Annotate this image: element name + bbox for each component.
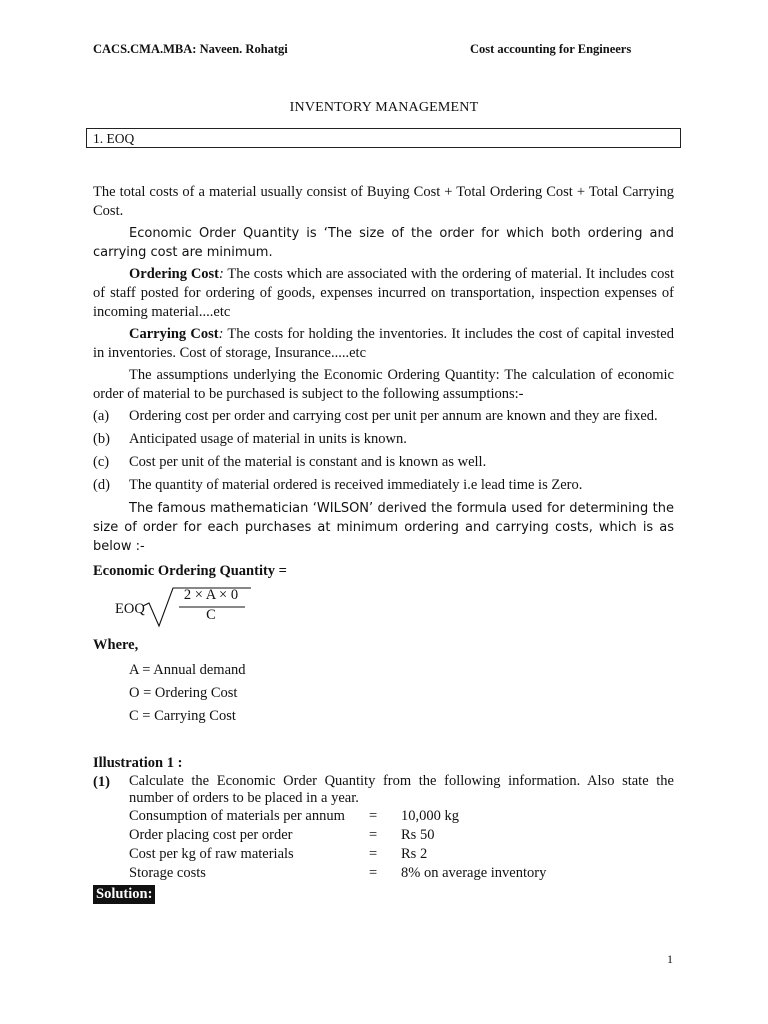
row-label: Storage costs (129, 865, 206, 881)
formula-lhs: EOQ (115, 601, 145, 617)
assumptions-intro: The assumptions underlying the Economic Ordering Quantity: The calculation of economic order of material to be purchased is subject to the following assumptions:- (93, 367, 674, 402)
formula-denominator: C (206, 607, 216, 623)
assumption-label: (b) (93, 431, 110, 447)
assumption-item (93, 476, 674, 495)
solution-label: Solution: (93, 885, 155, 904)
assumption-label: (d) (93, 477, 110, 493)
page-title: INVENTORY MANAGEMENT (289, 100, 479, 115)
assumption-text: Ordering cost per order and carrying cost per unit per annum are known and they are fixed. (129, 408, 658, 424)
illustration-question (93, 773, 674, 883)
row-label: Order placing cost per order (129, 827, 293, 843)
assumption-item (93, 453, 674, 472)
document-body (93, 183, 674, 904)
illustration-body (129, 773, 674, 883)
row-value: Rs 50 (401, 827, 435, 843)
row-equals: = (369, 808, 378, 824)
eoq-formula (93, 584, 674, 630)
row-equals: = (369, 827, 378, 843)
illustration-heading: Illustration 1 : (93, 755, 183, 771)
illustration-row (129, 864, 674, 883)
assumption-text: Anticipated usage of material in units is known. (129, 431, 407, 447)
row-equals: = (369, 865, 378, 881)
definition-item: C = Carrying Cost (129, 708, 236, 724)
carrying-cost-text: The costs for holding the inventories. It includes the cost of capital invested in inventories. Cost of storage, Insurance.....etc (93, 326, 674, 361)
definition-item: A = Annual demand (129, 662, 246, 678)
section-heading: 1. EOQ (86, 128, 681, 148)
illustration-text: Calculate the Economic Order Quantity from the following information. Also state the number of orders to be placed in a year. (129, 773, 674, 806)
assumption-item (93, 430, 674, 449)
row-equals: = (369, 846, 378, 862)
ordering-cost-term: Ordering Cost (129, 266, 220, 282)
variable-definitions (129, 661, 674, 726)
ordering-cost-paragraph (93, 265, 674, 322)
assumption-item (93, 407, 674, 426)
assumption-text: The quantity of material ordered is received immediately i.e lead time is Zero. (129, 477, 583, 493)
assumption-text: Cost per unit of the material is constant and is known as well. (129, 454, 487, 470)
row-label: Consumption of materials per annum (129, 808, 345, 824)
formula-heading: Economic Ordering Quantity = (93, 563, 287, 579)
row-value: 8% on average inventory (401, 865, 547, 881)
definition-item: O = Ordering Cost (129, 685, 238, 701)
illustration-row (129, 807, 674, 826)
illustration-row (129, 826, 674, 845)
carrying-cost-term: Carrying Cost (129, 326, 219, 342)
row-label: Cost per kg of raw materials (129, 846, 294, 862)
illustration-row (129, 845, 674, 864)
ordering-cost-colon: : (219, 266, 224, 282)
eoq-definition: Economic Order Quantity is ‘The size of the order for which both ordering and carrying cost are minimum. (93, 226, 674, 260)
header-left: CACS.CMA.MBA: Naveen. Rohatgi (93, 42, 288, 56)
carrying-cost-colon: : (218, 326, 224, 342)
assumption-label: (c) (93, 454, 110, 470)
wilson-paragraph: The famous mathematician ‘WILSON’ derived the formula used for determining the size of order for each purchases at minimum ordering and carrying costs, which is as below :- (93, 501, 674, 554)
header-right: Cost accounting for Engineers (470, 42, 632, 56)
where-heading: Where, (93, 637, 139, 653)
assumption-label: (a) (93, 408, 110, 424)
page-number: 1 (667, 952, 673, 966)
row-value: 10,000 kg (401, 808, 459, 824)
formula-numerator: 2 × A × 0 (183, 587, 239, 603)
carrying-cost-paragraph (93, 325, 674, 363)
intro-paragraph: The total costs of a material usually consist of Buying Cost + Total Ordering Cost + Total Carrying Cost. (93, 184, 674, 219)
illustration-number: (1) (93, 774, 110, 790)
ordering-cost-text: The costs which are associated with the ordering of material. It includes cost of staff posted for ordering of goods, expenses incurred on transportation, inspection expenses of incoming material....etc (93, 266, 674, 320)
row-value: Rs 2 (401, 846, 428, 862)
